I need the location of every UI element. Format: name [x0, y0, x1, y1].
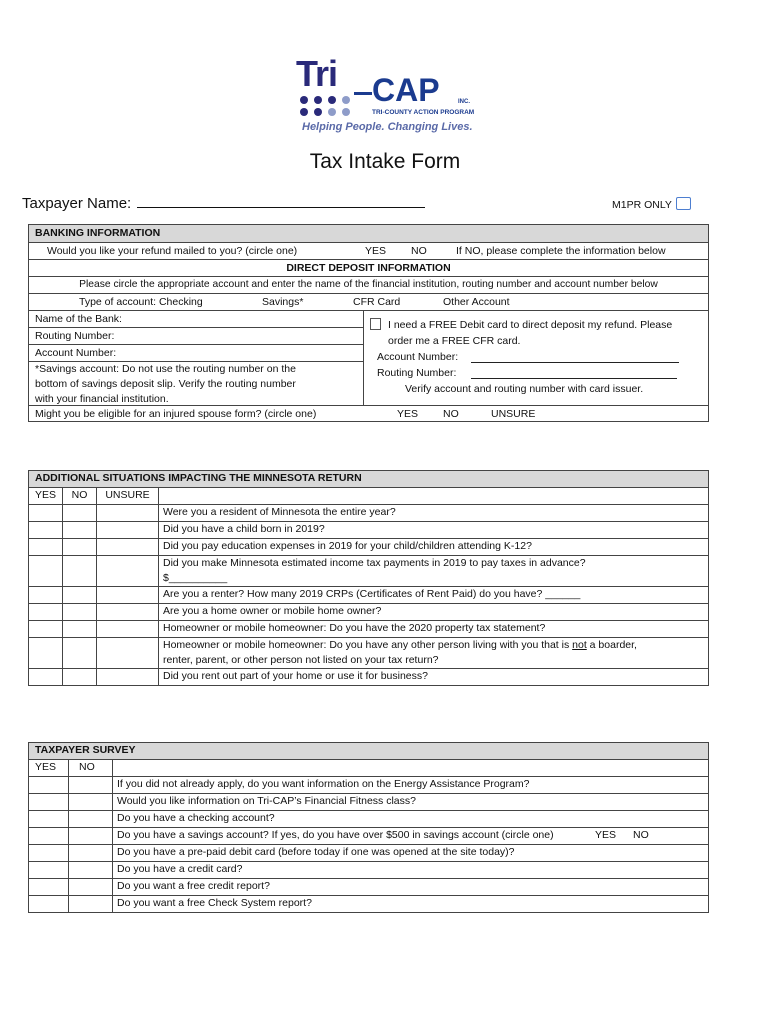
survey-yes-cell[interactable] [29, 879, 69, 896]
account-type-checking[interactable]: Type of account: Checking [79, 296, 203, 308]
mn-unsure-cell[interactable] [97, 604, 159, 621]
survey-yes-cell[interactable] [29, 811, 69, 828]
logo-dots [300, 92, 360, 122]
debit-card-text-1: I need a FREE Debit card to direct deposit my refund. Please [388, 319, 673, 331]
mn-no-cell[interactable] [63, 621, 97, 638]
logo-subtitle: TRI-COUNTY ACTION PROGRAM [372, 109, 475, 116]
table-row [29, 794, 709, 811]
survey-yes-cell[interactable] [29, 896, 69, 913]
survey-question: Do you have a credit card? [113, 862, 709, 879]
m1pr-label: M1PR ONLY [612, 199, 672, 211]
mn-col-question [159, 488, 709, 505]
mn-question: Are you a renter? How many 2019 CRPs (Certificates of Rent Paid) do you have? ______ [159, 587, 709, 604]
estimated-payment-amount[interactable]: $__________ [163, 572, 228, 584]
banking-section [28, 224, 709, 422]
mn-question-line-2: renter, parent, or other person not listed on your tax return? [163, 654, 439, 666]
table-row [29, 777, 709, 794]
injured-yes[interactable]: YES [397, 408, 419, 420]
account-type-row [29, 293, 708, 310]
mn-unsure-cell[interactable] [97, 539, 159, 556]
mn-question: Did you rent out part of your home or use it for business? [159, 669, 709, 686]
survey-question: Do you have a pre-paid debit card (before today if one was opened at the site today)? [113, 845, 709, 862]
page-title: Tax Intake Form [309, 150, 461, 173]
survey-question: Do you want a free Check System report? [113, 896, 709, 913]
table-row [29, 811, 709, 828]
survey-question: If you did not already apply, do you want information on the Energy Assistance Program? [113, 777, 709, 794]
account-type-other[interactable]: Other Account [443, 296, 510, 308]
mn-col-no: NO [63, 488, 97, 505]
mn-yes-cell[interactable] [29, 539, 63, 556]
mn-question: Were you a resident of Minnesota the entire year? [159, 505, 709, 522]
refund-yes[interactable]: YES [365, 245, 387, 257]
mn-question: Did you pay education expenses in 2019 for your child/children attending K-12? [159, 539, 709, 556]
survey-col-no: NO [69, 760, 113, 777]
table-row [29, 556, 709, 587]
debit-account-label: Account Number: [377, 351, 459, 363]
table-row [29, 539, 709, 556]
survey-no-cell[interactable] [69, 811, 113, 828]
mn-unsure-cell[interactable] [97, 505, 159, 522]
savings-note-line-2: bottom of savings deposit slip. Verify the routing number [35, 378, 296, 390]
account-type-savings[interactable]: Savings* [262, 296, 304, 308]
table-row [29, 638, 709, 669]
mn-yes-cell[interactable] [29, 556, 63, 587]
mn-unsure-cell[interactable] [97, 669, 159, 686]
survey-yes-cell[interactable] [29, 794, 69, 811]
mn-no-cell[interactable] [63, 604, 97, 621]
mn-question: Homeowner or mobile homeowner: Do you have the 2020 property tax statement? [159, 621, 709, 638]
survey-yes-cell[interactable] [29, 777, 69, 794]
logo-tri: Tri [296, 53, 338, 94]
logo-inc: INC. [458, 99, 470, 105]
direct-deposit-header: DIRECT DEPOSIT INFORMATION [29, 259, 708, 276]
mn-col-unsure: UNSURE [97, 488, 159, 505]
mn-yes-cell[interactable] [29, 522, 63, 539]
survey-question: Would you like information on Tri-CAP’s Financial Fitness class? [113, 794, 709, 811]
table-row [29, 896, 709, 913]
logo-tagline: Helping People. Changing Lives. [302, 121, 473, 133]
table-row [29, 828, 709, 845]
debit-card-text-2: order me a FREE CFR card. [388, 335, 521, 347]
survey-no-cell[interactable] [69, 896, 113, 913]
taxpayer-name-field[interactable] [137, 194, 425, 208]
table-row [29, 669, 709, 686]
mn-yes-cell[interactable] [29, 587, 63, 604]
survey-yes-cell[interactable] [29, 845, 69, 862]
banking-header: BANKING INFORMATION [29, 225, 708, 242]
savings-yes[interactable]: YES [595, 829, 617, 841]
mn-unsure-cell[interactable] [97, 638, 159, 669]
mn-yes-cell[interactable] [29, 638, 63, 669]
table-row [29, 604, 709, 621]
savings-no[interactable]: NO [633, 829, 649, 841]
table-row [29, 587, 709, 604]
refund-question: Would you like your refund mailed to you? (circle one) [47, 245, 298, 257]
injured-spouse-question: Might you be eligible for an injured spouse form? (circle one) [35, 408, 317, 420]
mn-no-cell[interactable] [63, 505, 97, 522]
debit-card-block [363, 310, 708, 405]
debit-card-checkbox[interactable] [370, 318, 381, 330]
mn-unsure-cell[interactable] [97, 621, 159, 638]
debit-routing-label: Routing Number: [377, 367, 457, 379]
account-label: Account Number: [35, 347, 117, 359]
injured-unsure[interactable]: UNSURE [491, 408, 536, 420]
table-row [29, 621, 709, 638]
survey-no-cell[interactable] [69, 828, 113, 845]
refund-if-no: If NO, please complete the information below [456, 245, 666, 257]
taxpayer-survey-table [28, 742, 709, 913]
debit-routing-field[interactable] [471, 378, 677, 379]
table-row [29, 845, 709, 862]
mn-question: Are you a home owner or mobile home owner? [159, 604, 709, 621]
mn-yes-cell[interactable] [29, 604, 63, 621]
bank-name-label: Name of the Bank: [35, 313, 122, 325]
mn-yes-cell[interactable] [29, 621, 63, 638]
routing-label: Routing Number: [35, 330, 115, 342]
mn-unsure-cell[interactable] [97, 556, 159, 587]
taxpayer-name-row [22, 194, 425, 212]
mn-no-cell[interactable] [63, 638, 97, 669]
mn-question [159, 556, 709, 587]
savings-note-line-1: *Savings account: Do not use the routing number on the [35, 363, 296, 375]
mn-situations-table [28, 470, 709, 686]
tri-cap-logo [296, 53, 482, 136]
survey-no-cell[interactable] [69, 879, 113, 896]
survey-col-question [113, 760, 709, 777]
survey-no-cell[interactable] [69, 777, 113, 794]
mn-unsure-cell[interactable] [97, 522, 159, 539]
mn-no-cell[interactable] [63, 556, 97, 587]
logo-cap: CAP [372, 72, 440, 108]
savings-note [35, 362, 296, 407]
dd-instructions: Please circle the appropriate account and enter the name of the financial institution, routing number and account number below [29, 276, 708, 293]
mn-yes-cell[interactable] [29, 669, 63, 686]
survey-no-cell[interactable] [69, 862, 113, 879]
injured-no[interactable]: NO [443, 408, 459, 420]
table-row [29, 879, 709, 896]
savings-question: Do you have a savings account? If yes, do you have over $500 in savings account (circle one) [117, 829, 554, 841]
table-row [29, 505, 709, 522]
survey-question: Do you want a free credit report? [113, 879, 709, 896]
table-row [29, 862, 709, 879]
mn-no-cell[interactable] [63, 587, 97, 604]
mn-yes-cell[interactable] [29, 505, 63, 522]
account-type-cfr[interactable]: CFR Card [353, 296, 401, 308]
savings-note-line-3: with your financial institution. [35, 393, 169, 405]
mn-question-line-1: Did you make Minnesota estimated income tax payments in 2019 to pay taxes in advance? [163, 557, 586, 569]
survey-question: Do you have a checking account? [113, 811, 709, 828]
injured-spouse-row [29, 405, 708, 422]
taxpayer-name-label: Taxpayer Name: [22, 195, 132, 212]
survey-no-cell[interactable] [69, 845, 113, 862]
survey-no-cell[interactable] [69, 794, 113, 811]
m1pr-checkbox[interactable] [676, 197, 691, 210]
debit-account-field[interactable] [471, 362, 679, 363]
mn-no-cell[interactable] [63, 539, 97, 556]
survey-yes-cell[interactable] [29, 862, 69, 879]
refund-no[interactable]: NO [411, 245, 427, 257]
survey-question [113, 828, 709, 845]
mn-header: ADDITIONAL SITUATIONS IMPACTING THE MINNESOTA RETURN [29, 471, 709, 488]
mn-no-cell[interactable] [63, 522, 97, 539]
mn-no-cell[interactable] [63, 669, 97, 686]
logo-dash [354, 92, 372, 95]
refund-question-row [29, 242, 708, 259]
bank-left-block [29, 310, 363, 405]
survey-header: TAXPAYER SURVEY [29, 743, 709, 760]
mn-col-yes: YES [29, 488, 63, 505]
table-row [29, 522, 709, 539]
survey-yes-cell[interactable] [29, 828, 69, 845]
survey-col-yes: YES [29, 760, 69, 777]
debit-verify: Verify account and routing number with card issuer. [405, 383, 644, 395]
mn-unsure-cell[interactable] [97, 587, 159, 604]
mn-question-line-1: Homeowner or mobile homeowner: Do you have any other person living with you that is not a boarder, [163, 639, 637, 651]
mn-question: Did you have a child born in 2019? [159, 522, 709, 539]
mn-question [159, 638, 709, 669]
